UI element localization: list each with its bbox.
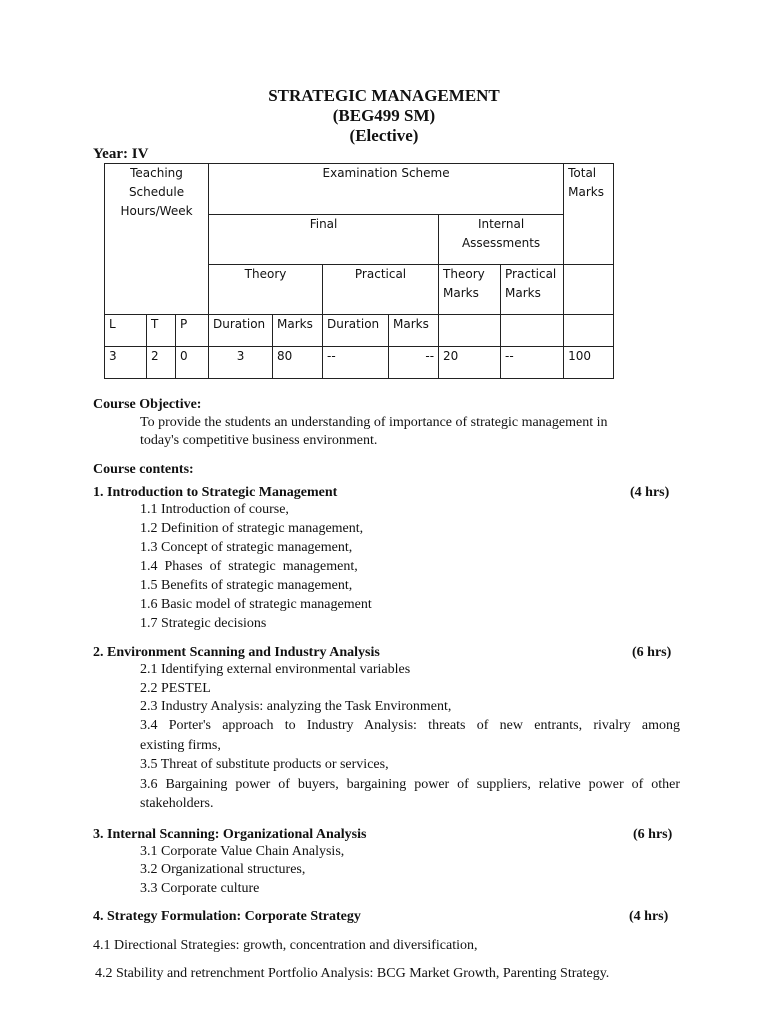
list-item: 1.4 Phases of strategic management, [140, 559, 358, 574]
course-type: (Elective) [349, 126, 419, 145]
col-header-marks: Marks [273, 315, 323, 347]
list-item: 4.1 Directional Strategies: growth, concentration and diversification, [93, 938, 478, 953]
value-theory-marks: 80 [273, 347, 323, 379]
list-item: 3.3 Corporate culture [140, 881, 260, 896]
examination-scheme-header: Examination Scheme [209, 164, 564, 215]
course-code: (BEG499 SM) [332, 106, 436, 125]
section-title: 2. Environment Scanning and Industry Analysis [93, 645, 380, 660]
list-item: 2.2 PESTEL [140, 681, 211, 696]
total-marks-header: Total Marks [564, 164, 614, 265]
list-item: 3.5 Threat of substitute products or services, [140, 757, 389, 772]
theory-header: Theory [209, 265, 323, 315]
list-item: 1.6 Basic model of strategic management [140, 597, 372, 612]
internal-assessments-header: Internal Assessments [439, 215, 564, 265]
value-l: 3 [105, 347, 147, 379]
section-title: 1. Introduction to Strategic Management [93, 485, 338, 500]
table-cell-empty [439, 315, 501, 347]
value-practical-duration: -- [323, 347, 389, 379]
table-cell-empty [501, 315, 564, 347]
section-hours: (6 hrs) [632, 645, 672, 660]
list-item: stakeholders. [140, 796, 214, 811]
section-title: 4. Strategy Formulation: Corporate Strategy [93, 909, 361, 924]
list-item: 2.3 Industry Analysis: analyzing the Task Environment, [140, 699, 452, 714]
col-header-duration: Duration [323, 315, 389, 347]
teaching-schedule-header: Teaching Schedule Hours/Week [105, 164, 209, 315]
value-t: 2 [147, 347, 176, 379]
page-title: STRATEGIC MANAGEMENT [268, 86, 500, 105]
list-item: 1.7 Strategic decisions [140, 616, 267, 631]
value-internal-practical-marks: -- [501, 347, 564, 379]
list-item: 3.1 Corporate Value Chain Analysis, [140, 844, 345, 859]
list-item: 3.2 Organizational structures, [140, 862, 306, 877]
list-item: 1.2 Definition of strategic management, [140, 521, 364, 536]
value-total-marks: 100 [564, 347, 614, 379]
theory-marks-header: Theory Marks [439, 265, 501, 315]
final-header: Final [209, 215, 439, 265]
value-internal-theory-marks: 20 [439, 347, 501, 379]
list-item: existing firms, [140, 738, 221, 753]
list-item: 1.1 Introduction of course, [140, 502, 289, 517]
section-title: 3. Internal Scanning: Organizational Analysis [93, 827, 367, 842]
objective-line: To provide the students an understanding of importance of strategic management in [140, 415, 608, 430]
col-header-p: P [176, 315, 209, 347]
col-header-marks: Marks [389, 315, 439, 347]
practical-marks-header: Practical Marks [501, 265, 564, 315]
year-label: Year: IV [93, 146, 149, 162]
col-header-duration: Duration [209, 315, 273, 347]
value-p: 0 [176, 347, 209, 379]
list-item: 3.4 Porter's approach to Industry Analysis: threats of new entrants, rivalry among [140, 718, 680, 733]
list-item: 1.5 Benefits of strategic management, [140, 578, 353, 593]
course-contents-heading: Course contents: [93, 462, 194, 477]
practical-header: Practical [323, 265, 439, 315]
section-hours: (4 hrs) [630, 485, 670, 500]
examination-scheme-table [104, 163, 614, 379]
value-practical-marks: -- [389, 347, 439, 379]
section-hours: (6 hrs) [633, 827, 673, 842]
course-objective-heading: Course Objective: [93, 397, 202, 412]
table-cell-empty [564, 315, 614, 347]
list-item: 1.3 Concept of strategic management, [140, 540, 353, 555]
list-item: 4.2 Stability and retrenchment Portfolio Analysis: BCG Market Growth, Parenting Strategy. [95, 966, 610, 981]
section-hours: (4 hrs) [629, 909, 669, 924]
list-item: 3.6 Bargaining power of buyers, bargaining power of suppliers, relative power of other [140, 777, 680, 792]
list-item: 2.1 Identifying external environmental variables [140, 662, 411, 677]
value-theory-duration: 3 [209, 347, 273, 379]
col-header-l: L [105, 315, 147, 347]
table-cell-empty [564, 265, 614, 315]
objective-line: today's competitive business environment. [140, 433, 378, 448]
col-header-t: T [147, 315, 176, 347]
